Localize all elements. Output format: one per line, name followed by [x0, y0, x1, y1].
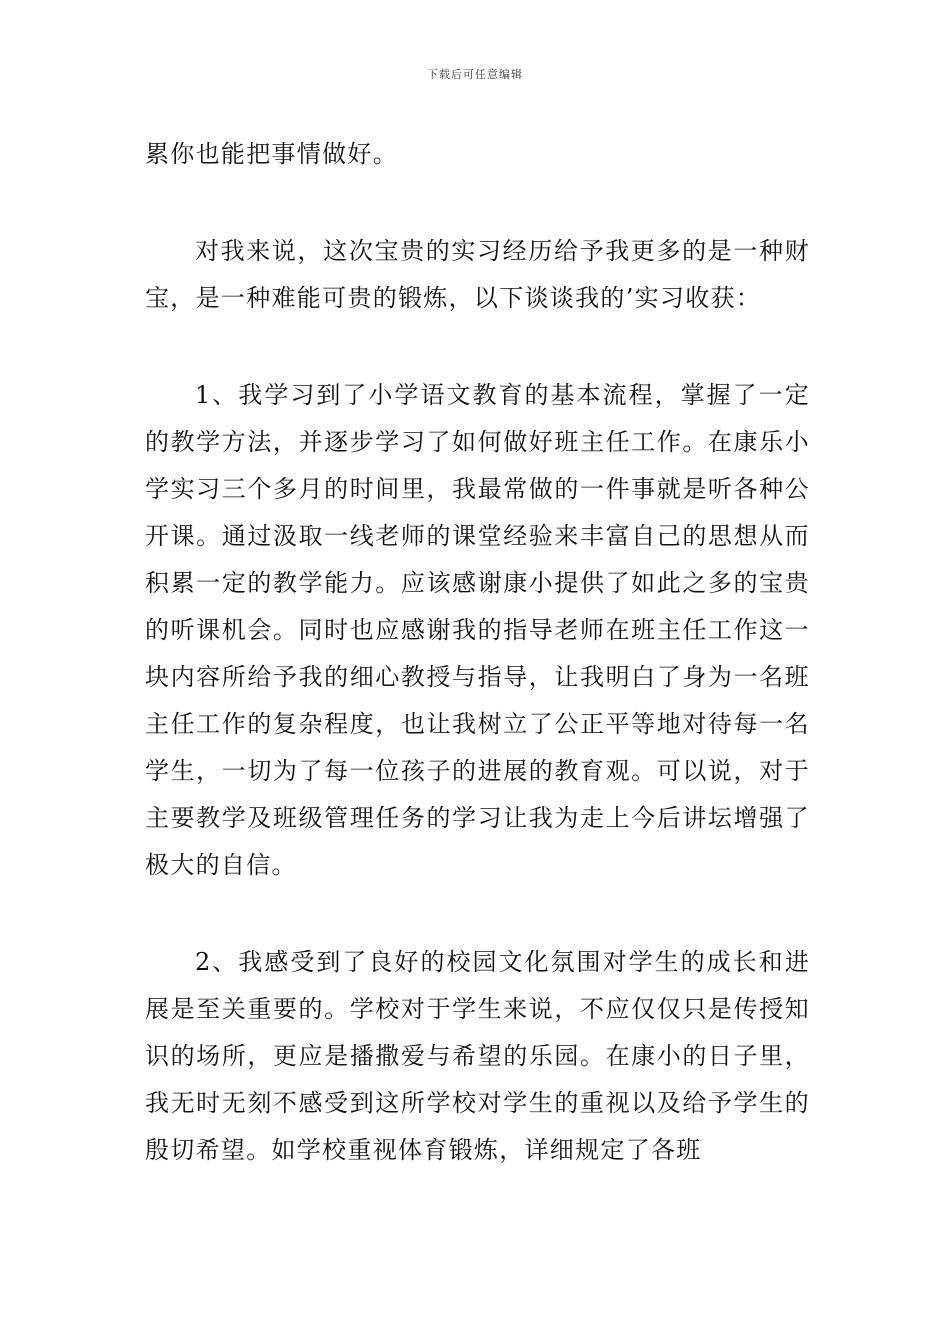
- page-header-note: 下载后可任意编辑: [427, 68, 523, 81]
- paragraph-gap: [145, 178, 810, 228]
- paragraph-intro: 对我来说，这次宝贵的实习经历给予我更多的是一种财宝，是一种难能可贵的锻炼，以下谈谈我的’实习收获：: [145, 237, 810, 312]
- paragraph-continuation: 累你也能把事情做好。: [145, 140, 398, 168]
- paragraph-point-1: 1、我学习到了小学语文教育的基本流程，掌握了一定的教学方法，并逐步学习了如何做好班主任工作。在康乐小学实习三个多月的时间里，我最常做的一件事就是听各种公开课。通过汲取一线老师的课堂经验来丰富自己的思想从而积累一定的教学能力。应该感谢康小提供了如此之多的宝贵的听课机会。同时也应感谢我的指导老师在班主任工作这一块内容所给予我的细心教授与指导，让我明白了身为一名班主任工作的复杂程度，也让我树立了公正平等地对待每一名学生，一切为了每一位孩子的进展的教育观。可以说，对于主要教学及班级管理任务的学习让我为走上今后讲坛增强了极大的自信。: [145, 381, 810, 879]
- paragraph-gap: [145, 889, 810, 939]
- document-body: [145, 131, 810, 1174]
- paragraph-gap: [145, 322, 810, 372]
- paragraph-point-2: 2、我感受到了良好的校园文化氛围对学生的成长和进展是至关重要的。学校对于学生来说，不应仅仅只是传授知识的场所，更应是播撒爱与希望的乐园。在康小的日子里，我无时无刻不感受到这所学校对学生的重视以及给予学生的殷切希望。如学校重视体育锻炼，详细规定了各班: [145, 948, 810, 1164]
